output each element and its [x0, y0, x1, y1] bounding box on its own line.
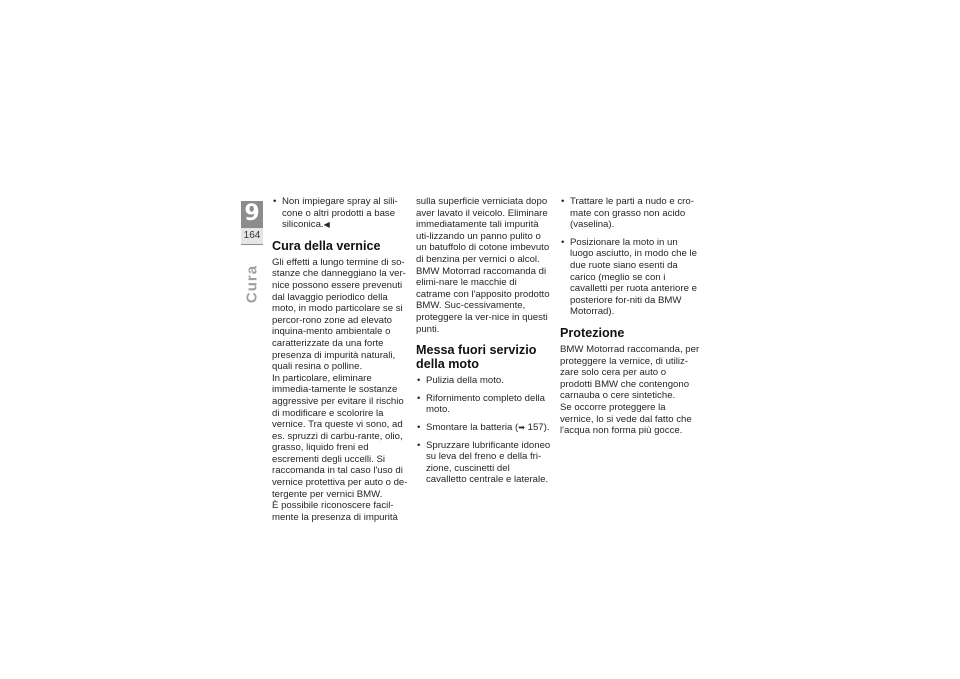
- chapter-number: 9: [244, 201, 260, 226]
- paragraph: In particolare, eliminare immedia-tamente le sostanze aggressive per evitare il rischio di modificare e scolorire la vernice. Tra queste vi sono, ad es. spruzzi di carbu-rante, olio, grasso, liquido freni ed escrementi degli uccelli. Si raccomanda in tal caso l'uso di vernice protettiva per auto o de-tergente per vernici BMW.: [272, 372, 408, 500]
- paragraph: BMW Motorrad raccomanda, per proteggere la vernice, di utiliz-zare solo cera per auto o prodotti BMW che contengono carnauba o cere sintetiche.: [560, 343, 700, 402]
- end-mark-icon: ◀: [323, 220, 330, 230]
- bullet-item: • Pulizia della moto.: [416, 375, 552, 387]
- column-1: [272, 196, 408, 523]
- paragraph: Se occorre proteggere la vernice, lo si vede dal fatto che l'acqua non forma più gocce.: [560, 401, 692, 437]
- bullet-item: [272, 196, 408, 231]
- paragraph: È possibile riconoscere facil-mente la presenza di impurità: [272, 500, 398, 523]
- section-heading: Messa fuori servizio della moto: [416, 343, 537, 372]
- bullet-item: • Trattare le parti a nudo e cro-mate con grasso non acido (vaselina).: [560, 196, 700, 231]
- section-heading: Cura della vernice: [272, 238, 381, 253]
- column-3: [560, 196, 700, 437]
- section-label: [244, 262, 260, 306]
- page-reference: 157).: [524, 421, 550, 433]
- column-2: [416, 196, 552, 492]
- bullet-item: • Spruzzare lubrificante idoneo su leva del freno e della fri-zione, cuscinetti del cavalletto centrale e laterale.: [416, 440, 552, 486]
- section-heading: Protezione: [560, 325, 625, 340]
- paragraph: sulla superficie verniciata dopo aver lavato il veicolo. Eliminare immediatamente tali impurità uti-lizzando un panno pulito o un batuffolo di cotone imbevuto di benzina per vernici o alcol. BMW Motorrad raccomanda di elimi-nare le macchie di catrame con l'apposito prodotto BMW. Suc-cessivamente, proteggere la ver-nice in questi punti.: [416, 196, 550, 335]
- page-reference-arrow-icon: ➡: [518, 422, 525, 432]
- paragraph: Gli effetti a lungo termine di so-stanze che danneggiano la ver-nice possono essere prevenuti dal lavaggio periodico della moto, in modo particolare se si percor-rono zone ad elevato inquina-mento ambientale o caratterizzate da una forte presenza di impurità naturali, quali resina o polline.: [272, 256, 406, 373]
- bullet-item: [416, 422, 552, 434]
- bullet-text: Smontare la batteria (: [426, 421, 519, 433]
- page-number: 164: [241, 228, 263, 244]
- bullet-item: • Rifornimento completo della moto.: [416, 393, 552, 416]
- section-label-text: Cura: [243, 264, 261, 304]
- bullet-item: • Posizionare la moto in un luogo asciutto, in modo che le due ruote siano esenti da carico (meglio se con i cavalletti per ruota anteriore e posteriore for-niti da BMW Motorrad).: [560, 237, 700, 318]
- bullet-text: Non impiegare spray al sili-cone o altri prodotti a base siliconica.: [282, 196, 398, 231]
